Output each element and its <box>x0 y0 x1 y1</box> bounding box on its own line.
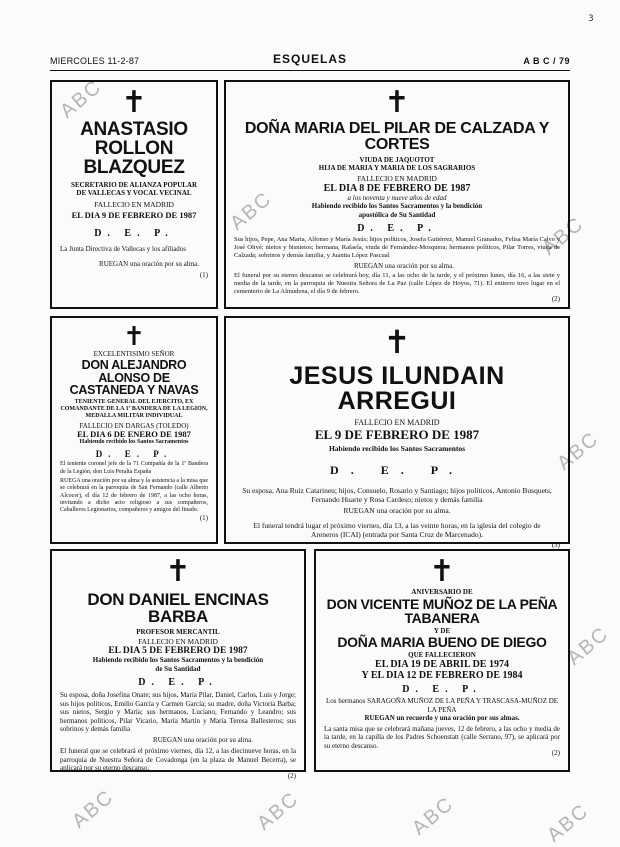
funeral-info: El funeral que se celebrará el próximo viernes, día 12, a las diecinueve horas, en la parroquia de Nuestra Señora de Covadonga (en la plaza de Manuel Becerra), se aplicará por su eterno descanso. <box>60 747 296 773</box>
conjunction: Y DE <box>433 627 451 636</box>
deceased-name: JESUS ILUNDAIN ARREGUI <box>289 362 505 415</box>
prayer-request: RUEGAN una oración por su alma. <box>153 735 253 744</box>
sacraments: Habiendo recibido los Santos Sacramentos y la bendición apostólica de Su Santidad <box>311 202 483 219</box>
funeral-info: El funeral por su eterno descanso se celebrará hoy, día 11, a las ocho de la tarde, y el próximo lunes, día 16, a las siete y media de la tarde, en la parroquia de Nuestra Señora de La Paz (calle López de Hoyos, 71). El entierro tuvo lugar en el cementerio de La Almudena, el día 9 de febrero. <box>234 272 560 296</box>
death-label: QUE FALLECIERON <box>408 651 476 660</box>
widow-of: VIUDA DE JAQUOTOT <box>359 156 435 164</box>
rip-initials: D. E. P. <box>94 228 174 240</box>
cross-icon: ✝ <box>123 322 145 352</box>
death-place: FALLECIO EN MADRID <box>357 174 437 184</box>
header-rule <box>50 70 570 71</box>
death-date: EL DIA 6 DE ENERO DE 1987 <box>77 428 191 439</box>
rip-initials: D. E. P. <box>138 677 218 689</box>
page-header <box>50 50 570 68</box>
notice-number: (2) <box>551 749 560 758</box>
notice-number: (2) <box>551 295 560 304</box>
family-list: Sus hijos, Pepe, Ana Marta, Alfonso y María Jesús; hijos políticos, Josefa Gutiérrez, Manuel Granados, Felisa María Calvo y José Olivé; nietos y bisnietos; hermana, Rafaela, viuda de Fernández-Mosquera; hermanos políticos, Pilar Torres, viuda de Calzada; sobrinos y demás familia, y Juanita López Pascual <box>234 236 560 260</box>
death-place: FALLECIO EN MADRID <box>94 200 174 210</box>
cross-icon: ✝ <box>121 85 147 120</box>
watermark: ABC <box>408 792 459 840</box>
page-number: A B C / 79 <box>523 56 570 66</box>
prayer-request: RUEGA una oración por su alma y la asistencia a la misa que se celebrará en la parroquia de San Fernando (calle Alberto Alcocer), el día 12 de febrero de 1987, a las ocho horas, invitando a dicho acto religioso a sus compañeros, Caballeros Legionarios, compañeros y amigos del finado. <box>60 478 208 514</box>
family-list: La Junta Directiva de Vallecas y los afiliados <box>60 245 187 254</box>
prayer-request: RUEGAN una oración por su alma. <box>354 262 454 271</box>
cross-icon: ✝ <box>384 85 410 120</box>
death-date: EL DIA 9 DE FEBRERO DE 1987 <box>71 210 197 221</box>
sacraments: Habiendo recibido los Santos Sacramentos y la bendición de Su Santidad <box>92 656 264 673</box>
corner-mark: 3 <box>588 14 594 24</box>
obituary-calzada <box>224 80 570 309</box>
issue-date: MIERCOLES 11-2-87 <box>50 56 140 66</box>
rip-initials: D. E. P. <box>330 462 464 477</box>
obituary-encinas <box>50 549 306 780</box>
age: a los noventa y nueve años de edad <box>347 194 447 203</box>
watermark: ABC <box>543 799 594 847</box>
obituary-munoz <box>314 549 570 772</box>
notice-number: (2) <box>287 771 296 780</box>
deceased-name: DON ALEJANDRO ALONSO DE CASTANEDA Y NAVAS <box>69 358 199 398</box>
anniversary-label: ANIVERSARIO DE <box>411 588 473 596</box>
obituary-rollon <box>50 80 218 309</box>
watermark: ABC <box>563 622 614 670</box>
section-title: ESQUELAS <box>272 52 347 66</box>
rip-initials: D. E. P. <box>402 684 482 696</box>
cross-icon: ✝ <box>165 554 191 589</box>
deceased-name: ANASTASIO ROLLON BLAZQUEZ <box>80 119 188 178</box>
sacraments: Habiendo recibido los Santos Sacramentos <box>328 443 466 453</box>
cross-icon: ✝ <box>383 323 411 361</box>
family-list: El teniente coronel jefe de la 71 Compañía de la 1ª Bandera de la Legión, don Luis Peralta España <box>60 461 208 475</box>
deceased-name-1: DON VICENTE MUÑOZ DE LA PEÑA TABANERA <box>326 596 558 627</box>
family-list: Los hermanos SARAGOÑA MUÑOZ DE LA PEÑA Y TRASCASA-MUÑOZ DE LA PEÑA <box>325 697 559 714</box>
parents: HIJA DE MARIA Y MARIA DE LOS SAGRARIOS <box>318 164 476 173</box>
obituary-alonso <box>50 316 218 544</box>
death-place: FALLECIO EN DARGAS (TOLEDO) <box>79 421 189 430</box>
honorific: EXCELENTISIMO SEÑOR <box>93 350 175 358</box>
funeral-info: La santa misa que se celebrará mañana jueves, 12 de febrero, a las ocho y media de la tarde, en la capilla de los Padres Schoenstatt (calle Serrano, 97), se aplicará por su eterno descanso. <box>324 724 560 750</box>
watermark: ABC <box>538 212 589 260</box>
deceased-name: DOÑA MARIA DEL PILAR DE CALZADA Y CORTES <box>244 120 550 153</box>
family-list: Su esposa, doña Josefina Onate; sus hijos, María Pilar, Daniel, Carlos, Luis y Jorge; sus hijos políticos, Emilio García y Carmen García; su madre, doña Victoria Barba; sus nietos, Sergio y María; sus hermanos, Luciano, Fernando y Leandro; sus hermanos políticos, Pilar Vicario, María Martín y María Teresa Ballesteros; sus sobrinos y demás familia <box>60 691 296 734</box>
deceased-title: PROFESOR MERCANTIL <box>136 628 220 636</box>
death-place: FALLECIO EN MADRID <box>354 418 440 427</box>
death-date: EL 9 DE FEBRERO DE 1987 <box>314 426 480 442</box>
sacraments: Habiendo recibido los Santos Sacramentos <box>79 439 189 446</box>
prayer-request: RUEGAN un recuerdo y una oración por sus almas. <box>364 714 520 723</box>
cross-icon: ✝ <box>429 554 455 589</box>
watermark: ABC <box>68 785 119 833</box>
death-date-1: EL DIA 19 DE ABRIL DE 1974 <box>375 659 509 671</box>
notice-number: (1) <box>199 271 208 280</box>
deceased-title: SECRETARIO DE ALIANZA POPULAR DE VALLECAS Y VOCAL VECINAL <box>70 181 198 198</box>
watermark: ABC <box>253 787 304 835</box>
prayer-request: RUEGAN una oración por su alma. <box>99 259 199 268</box>
family-list: Su esposa, Ana Ruiz Catarineu; hijos, Consuelo, Rosario y Santiago; hijos políticos, Antonio Busquets, Fernando Huarte y Rosa Cardeso; nietos y demás familia <box>242 485 552 505</box>
rip-initials: D. E. P. <box>95 449 173 460</box>
death-place: FALLECIO EN MADRID <box>138 637 218 647</box>
watermark: ABC <box>226 187 277 235</box>
funeral-info: El funeral tendrá lugar el próximo viernes, día 13, a las veinte horas, en la iglesia del colegio de Areneros (ICAI) (entrada por Santa Cruz de Marcenado). <box>253 521 541 540</box>
obituary-ilundain <box>224 316 570 550</box>
deceased-title: TENIENTE GENERAL DEL EJERCITO, EX COMANDANTE DE LA 1ª BANDERA DE LA LEGION, MEDALLA MILITAR INDIVIDUAL <box>60 398 208 419</box>
death-date: EL DIA 5 DE FEBRERO DE 1987 <box>108 646 248 657</box>
rip-initials: D. E. P. <box>357 223 437 235</box>
deceased-name-2: DOÑA MARIA BUENO DE DIEGO <box>337 634 547 651</box>
deceased-name: DON DANIEL ENCINAS BARBA <box>87 590 269 626</box>
watermark: ABC <box>56 75 107 123</box>
notice-number: (1) <box>199 513 208 522</box>
watermark: ABC <box>553 427 604 475</box>
prayer-request: RUEGAN una oración por su alma. <box>343 506 451 516</box>
notice-number: (3) <box>551 541 560 550</box>
death-date-2: Y EL DIA 12 DE FEBRERO DE 1984 <box>361 670 523 682</box>
death-date: EL DIA 8 DE FEBRERO DE 1987 <box>323 183 471 195</box>
